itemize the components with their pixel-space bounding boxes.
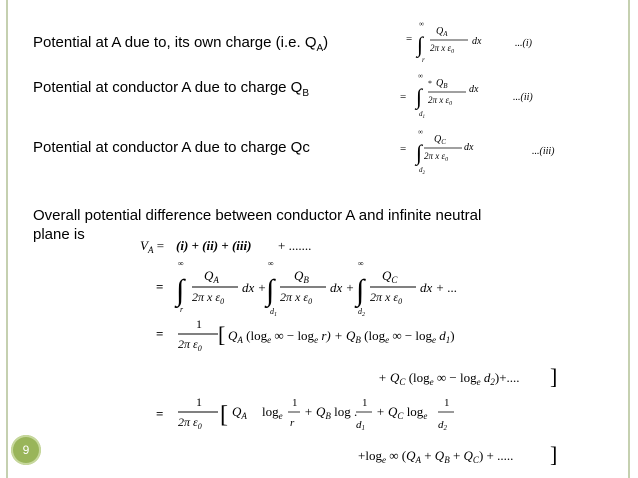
svg-text:∫: ∫ <box>416 84 423 109</box>
eq-label-iii: ...(iii) <box>532 146 555 157</box>
svg-text:dx: dx <box>472 36 482 47</box>
line-overall-1 <box>33 207 481 224</box>
svg-text:+ QC loge: + $Q_C$ $\log_e$ <box>376 404 428 421</box>
svg-text:*: * <box>428 79 432 88</box>
svg-text:2π x ε0: 2π x $\varepsilon_0$ <box>430 43 455 55</box>
svg-text:1: 1 <box>292 397 298 409</box>
svg-text:]: ] <box>550 364 558 389</box>
svg-text:[: [ <box>218 322 226 347</box>
line-overall-1-text: Overall potential difference between conductor A and infinite neutral <box>33 207 482 224</box>
line-own-charge <box>33 34 328 54</box>
svg-text:r: r <box>180 305 184 314</box>
eq-label-i: ...(i) <box>515 38 532 49</box>
svg-text:=: = <box>400 91 407 103</box>
line-charge-qb-text: Potential at conductor A due to charge Q <box>33 79 303 96</box>
page-number: 9 <box>22 443 30 457</box>
svg-text:[: [ <box>220 402 228 428</box>
svg-text:d2: d2 <box>438 419 447 432</box>
svg-text:∞: ∞ <box>268 259 274 268</box>
equation-i <box>404 18 504 66</box>
svg-text:2π x ε0: 2π x $\varepsilon_0$ <box>370 290 403 306</box>
left-border-rule <box>6 0 8 478</box>
line-charge-qb-sub: B <box>302 88 310 99</box>
svg-text:dx +: dx + <box>242 280 267 295</box>
svg-text:+loge ∞ (QA + QB + QC) + .....: $+\log_e$ ∞ $(Q_A + Q_B + Q_C)$ + ..... <box>358 448 514 465</box>
svg-text:dx +: dx + <box>330 280 355 295</box>
svg-text:dx: dx <box>469 84 479 95</box>
line-own-charge-text: Potential at A due to, its own charge (i.e. Q <box>33 34 317 51</box>
svg-text:=: = <box>156 279 164 294</box>
svg-text:dx: dx <box>464 142 474 153</box>
svg-text:2π x ε0: 2π x $\varepsilon_0$ <box>280 290 313 306</box>
svg-text:+ .......: + ....... <box>278 238 312 253</box>
right-border-rule <box>628 0 630 478</box>
line-charge-qc-text: Potential at conductor A due to charge Qc <box>33 139 310 156</box>
line-charge-qb <box>33 79 309 99</box>
svg-text:∫: ∫ <box>416 140 423 165</box>
equation-iii <box>398 128 498 176</box>
svg-text:2π ε0: 2π $\varepsilon_0$ <box>178 415 202 431</box>
line-own-charge-end: ) <box>323 34 329 51</box>
svg-text:2π x ε0: 2π x $\varepsilon_0$ <box>428 95 453 107</box>
svg-text:∞: ∞ <box>358 259 364 268</box>
derivation-block <box>140 236 570 472</box>
eq-label-ii: ...(ii) <box>513 92 533 103</box>
svg-text:QC: $Q_C$ <box>382 268 398 285</box>
svg-text:d2: $d_2$ <box>358 307 365 318</box>
svg-text:QA (loge ∞ − loge r) + QB (log: $Q_A$ ($\log_e$ ∞ − $\log_e r) + Q_B$ ($\log_e$ ∞ − $\log_e d_1$) <box>228 328 455 345</box>
svg-text:]: ] <box>550 442 558 467</box>
svg-text:(i) + (ii) + (iii): (i) + (ii) + (iii) <box>176 238 252 253</box>
line-own-charge-sub: A <box>316 43 324 54</box>
svg-text:d1: $d_1$ <box>270 307 277 318</box>
svg-text:r: r <box>422 56 425 64</box>
svg-text:+ QC (loge ∞ − loge d2)+....: + $Q_C$ ($\log_e$ ∞ − $\log_e d_2)+$.... <box>378 370 520 387</box>
svg-text:d1: $d_1$ <box>419 110 425 120</box>
svg-text:QA: $Q_A$ <box>204 268 219 285</box>
svg-text:d2: $d_2$ <box>419 166 425 176</box>
line-overall-2-text: plane is <box>33 226 85 243</box>
svg-text:∞: ∞ <box>418 72 423 80</box>
svg-text:∞: ∞ <box>419 20 424 28</box>
line-charge-qc <box>33 139 310 156</box>
equation-ii <box>398 70 498 120</box>
svg-text:1: 1 <box>444 397 450 409</box>
svg-text:∞: ∞ <box>418 128 423 136</box>
svg-text:QA: $Q_A$ <box>232 404 247 421</box>
svg-text:2π x ε0: 2π x $\varepsilon_0$ <box>192 290 225 306</box>
svg-text:∞: ∞ <box>178 259 184 268</box>
svg-text:QB: $Q_B$ <box>436 78 448 90</box>
svg-text:1: 1 <box>196 317 202 331</box>
svg-text:dx + ...: dx + ... <box>420 280 458 295</box>
svg-text:∫: ∫ <box>417 32 424 57</box>
svg-text:=: = <box>156 406 164 421</box>
svg-text:2π ε0: 2π $\varepsilon_0$ <box>178 337 202 353</box>
svg-text:QC: $Q_C$ <box>434 134 446 146</box>
svg-text:+ QB log .: + $Q_B$ log . <box>304 404 358 421</box>
svg-text:loge: $\log_e$ <box>262 404 283 421</box>
svg-text:d1: d1 <box>356 419 365 432</box>
svg-text:∫: ∫ <box>266 274 275 307</box>
svg-text:=: = <box>406 33 413 45</box>
svg-text:=: = <box>400 143 407 155</box>
line-overall-2 <box>33 226 85 243</box>
page-number-badge <box>11 435 41 465</box>
svg-text:=: = <box>156 326 164 341</box>
svg-text:QA: $Q_A$ <box>436 26 448 38</box>
svg-text:QB: $Q_B$ <box>294 268 309 285</box>
svg-text:∫: ∫ <box>356 274 365 307</box>
svg-text:∫: ∫ <box>176 274 185 307</box>
svg-text:VA =: $V_A$ = <box>140 238 165 255</box>
svg-text:1: 1 <box>362 397 368 409</box>
svg-text:r: r <box>290 417 295 429</box>
svg-text:2π x ε0: 2π x $\varepsilon_0$ <box>424 151 449 163</box>
svg-text:1: 1 <box>196 395 202 409</box>
